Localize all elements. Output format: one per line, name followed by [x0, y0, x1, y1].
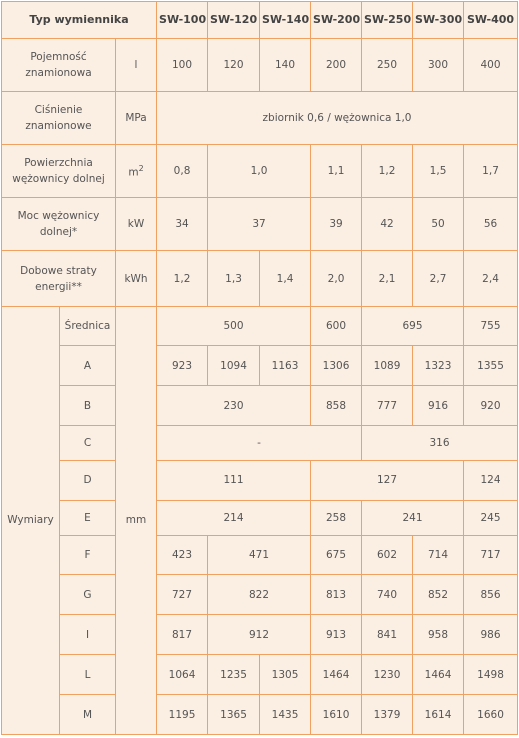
value-cell: 200 [311, 38, 362, 91]
value-cell: 500 [157, 306, 311, 346]
value-cell: 316 [362, 426, 518, 461]
value-cell: 717 [464, 535, 518, 575]
value-cell: 2,4 [464, 251, 518, 306]
value-cell: 2,7 [413, 251, 464, 306]
row-label: Powierzchnia wężownicy dolnej [2, 145, 116, 198]
losses-row [2, 251, 518, 306]
value-cell: 1,0 [208, 145, 311, 198]
value-cell: 913 [311, 615, 362, 655]
value-cell: 124 [464, 460, 518, 500]
value-cell: 1379 [362, 695, 413, 735]
unit-cell: mm [116, 306, 157, 734]
dimension-label: M [60, 695, 116, 735]
unit-cell: MPa [116, 91, 157, 144]
table-title: Typ wymiennika [2, 2, 157, 39]
dimension-label: Średnica [60, 306, 116, 346]
value-cell: 1464 [311, 655, 362, 695]
row-label: Dobowe straty energii** [2, 251, 116, 306]
value-cell: 852 [413, 575, 464, 615]
value-cell: 817 [157, 615, 208, 655]
value-cell: 755 [464, 306, 518, 346]
value-cell: 111 [157, 460, 311, 500]
dimension-label: I [60, 615, 116, 655]
value-cell: 1,4 [260, 251, 311, 306]
dimension-row-srednica [2, 306, 518, 346]
value-cell: 777 [362, 386, 413, 426]
pressure-row [2, 91, 518, 144]
value-cell: 856 [464, 575, 518, 615]
model-header: SW-300 [413, 2, 464, 39]
specification-table [1, 1, 518, 735]
value-cell: 1,7 [464, 145, 518, 198]
value-cell: 50 [413, 198, 464, 251]
value-cell: 958 [413, 615, 464, 655]
capacity-row [2, 38, 518, 91]
value-cell: 1089 [362, 346, 413, 386]
value-cell: 714 [413, 535, 464, 575]
value-cell: 230 [157, 386, 311, 426]
value-cell: 920 [464, 386, 518, 426]
value-cell: 1195 [157, 695, 208, 735]
value-cell: 2,1 [362, 251, 413, 306]
value-cell: 1,2 [362, 145, 413, 198]
dimension-label: A [60, 346, 116, 386]
value-cell: zbiornik 0,6 / wężownica 1,0 [157, 91, 518, 144]
value-cell: - [157, 426, 362, 461]
value-cell: 245 [464, 500, 518, 535]
value-cell: 300 [413, 38, 464, 91]
value-cell: 42 [362, 198, 413, 251]
value-cell: 912 [208, 615, 311, 655]
value-cell: 695 [362, 306, 464, 346]
value-cell: 858 [311, 386, 362, 426]
surface-row [2, 145, 518, 198]
dimension-label: C [60, 426, 116, 461]
value-cell: 2,0 [311, 251, 362, 306]
power-row [2, 198, 518, 251]
value-cell: 423 [157, 535, 208, 575]
unit-exponent: 2 [138, 163, 144, 173]
model-header: SW-200 [311, 2, 362, 39]
value-cell: 916 [413, 386, 464, 426]
value-cell: 923 [157, 346, 208, 386]
dimension-row-i [2, 615, 518, 655]
model-header: SW-250 [362, 2, 413, 39]
value-cell: 0,8 [157, 145, 208, 198]
unit-text: m [128, 166, 139, 179]
value-cell: 1305 [260, 655, 311, 695]
value-cell: 400 [464, 38, 518, 91]
value-cell: 1464 [413, 655, 464, 695]
model-header: SW-120 [208, 2, 260, 39]
value-cell: 258 [311, 500, 362, 535]
value-cell: 1355 [464, 346, 518, 386]
value-cell: 1,5 [413, 145, 464, 198]
value-cell: 986 [464, 615, 518, 655]
value-cell: 813 [311, 575, 362, 615]
value-cell: 675 [311, 535, 362, 575]
value-cell: 1614 [413, 695, 464, 735]
header-row [2, 2, 518, 39]
value-cell: 100 [157, 38, 208, 91]
value-cell: 1306 [311, 346, 362, 386]
dimension-label: E [60, 500, 116, 535]
value-cell: 1230 [362, 655, 413, 695]
dimension-label: F [60, 535, 116, 575]
unit-cell [116, 145, 157, 198]
row-label: Moc wężownicy dolnej* [2, 198, 116, 251]
value-cell: 241 [362, 500, 464, 535]
value-cell: 1,1 [311, 145, 362, 198]
dimension-row-f [2, 535, 518, 575]
value-cell: 39 [311, 198, 362, 251]
dimension-row-g [2, 575, 518, 615]
model-header: SW-400 [464, 2, 518, 39]
value-cell: 56 [464, 198, 518, 251]
model-header: SW-140 [260, 2, 311, 39]
value-cell: 127 [311, 460, 464, 500]
value-cell: 1163 [260, 346, 311, 386]
dimension-label: G [60, 575, 116, 615]
value-cell: 1064 [157, 655, 208, 695]
dimension-row-b [2, 386, 518, 426]
value-cell: 1235 [208, 655, 260, 695]
group-label: Wymiary [2, 306, 60, 734]
dimension-row-d [2, 460, 518, 500]
row-label: Ciśnienie znamionowe [2, 91, 116, 144]
value-cell: 471 [208, 535, 311, 575]
dimension-row-m [2, 695, 518, 735]
value-cell: 1,2 [157, 251, 208, 306]
value-cell: 214 [157, 500, 311, 535]
dimension-row-a [2, 346, 518, 386]
value-cell: 1498 [464, 655, 518, 695]
dimension-row-l [2, 655, 518, 695]
unit-cell: kWh [116, 251, 157, 306]
value-cell: 740 [362, 575, 413, 615]
value-cell: 34 [157, 198, 208, 251]
value-cell: 1,3 [208, 251, 260, 306]
value-cell: 1435 [260, 695, 311, 735]
unit-cell: l [116, 38, 157, 91]
value-cell: 1094 [208, 346, 260, 386]
value-cell: 1365 [208, 695, 260, 735]
dimension-label: L [60, 655, 116, 695]
value-cell: 37 [208, 198, 311, 251]
value-cell: 600 [311, 306, 362, 346]
value-cell: 1660 [464, 695, 518, 735]
dimension-row-e [2, 500, 518, 535]
value-cell: 841 [362, 615, 413, 655]
dimension-label: B [60, 386, 116, 426]
value-cell: 1323 [413, 346, 464, 386]
value-cell: 602 [362, 535, 413, 575]
value-cell: 822 [208, 575, 311, 615]
value-cell: 250 [362, 38, 413, 91]
value-cell: 1610 [311, 695, 362, 735]
row-label: Pojemność znamionowa [2, 38, 116, 91]
value-cell: 727 [157, 575, 208, 615]
value-cell: 120 [208, 38, 260, 91]
model-header: SW-100 [157, 2, 208, 39]
value-cell: 140 [260, 38, 311, 91]
unit-cell: kW [116, 198, 157, 251]
dimension-label: D [60, 460, 116, 500]
dimension-row-c [2, 426, 518, 461]
